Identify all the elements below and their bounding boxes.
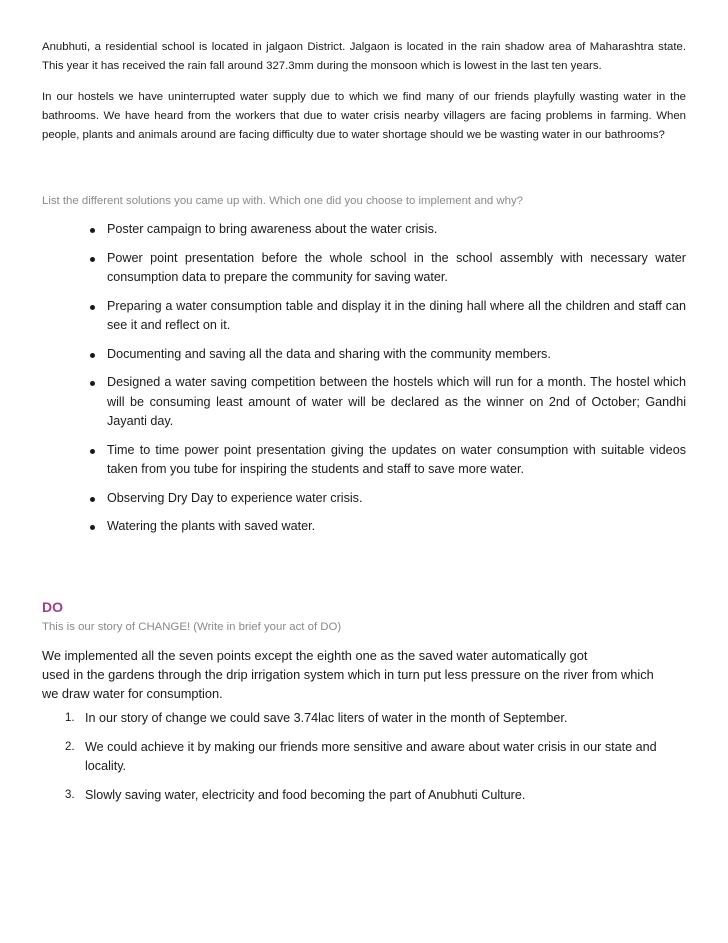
solution-text: Time to time power point presentation giving the updates on water consumption with suitable videos taken from you tube for inspiring the students and staff to save more water.: [107, 442, 686, 476]
bullet-icon: [90, 305, 95, 310]
bullet-icon: [90, 497, 95, 502]
bullet-icon: [90, 257, 95, 262]
point-text: We could achieve it by making our friends more sensitive and aware about water crisis in our state and locality.: [85, 739, 657, 773]
do-point: [42, 709, 686, 729]
solutions-question: List the different solutions you came up with. Which one did you choose to implement and why?: [42, 195, 523, 207]
intro-paragraph-2: In our hostels we have uninterrupted water supply due to which we find many of our friends playfully wasting water in the bathrooms. We have heard from the workers that due to water crisis nearby villagers are facing problems in farming. When people, plants and animals around are facing difficulty due to water shortage should we be wasting water in our bathrooms?: [42, 91, 686, 141]
solution-text: Watering the plants with saved water.: [107, 519, 316, 533]
point-number: 2.: [65, 740, 75, 753]
bullet-icon: [90, 381, 95, 386]
bullet-icon: [90, 449, 95, 454]
solution-text: Observing Dry Day to experience water crisis.: [107, 490, 363, 505]
do-point: [42, 738, 686, 777]
intro-paragraph-1: Anubhuti, a residential school is located in jalgaon District. Jalgaon is located in the rain shadow area of Maharashtra state. This year it has received the rain fall around 327.3mm during the monsoon which is lowest in the last ten years.: [42, 41, 686, 72]
solution-text: Poster campaign to bring awareness about the water crisis.: [107, 222, 438, 236]
solution-item: [42, 517, 686, 537]
solution-item: [42, 373, 686, 432]
bullet-icon: [90, 353, 95, 358]
solution-item: [42, 220, 686, 240]
solution-item: [42, 489, 686, 509]
bullet-icon: [90, 228, 95, 233]
point-number: 1.: [65, 712, 75, 724]
solution-item: [42, 249, 686, 288]
point-text: In our story of change we could save 3.74lac liters of water in the month of September.: [85, 711, 568, 725]
solution-text: Designed a water saving competition between the hostels which will run for a month. The hostel which will be consuming least amount of water will be declared as the winner on 2nd of October; Gandhi Jayanti day.: [107, 375, 686, 428]
solution-text: Power point presentation before the whole school in the school assembly with necessary water consumption data to prepare the community for saving water.: [107, 250, 686, 284]
do-points-list: [42, 709, 686, 805]
point-number: 3.: [65, 788, 75, 801]
solution-text: Preparing a water consumption table and display it in the dining hall where all the children and staff can see it and reflect on it.: [107, 298, 686, 332]
do-body-line: We implemented all the seven points except the eighth one as the saved water automatically got: [42, 648, 588, 663]
solution-item: [42, 441, 686, 480]
do-body-line: we draw water for consumption.: [42, 686, 223, 701]
bullet-icon: [90, 525, 95, 530]
do-body-text: [42, 646, 692, 703]
solutions-list: [42, 220, 686, 537]
do-point: [42, 786, 686, 806]
do-heading: DO: [42, 599, 63, 615]
solution-item: [42, 345, 686, 365]
solution-item: [42, 297, 686, 336]
point-text: Slowly saving water, electricity and food becoming the part of Anubhuti Culture.: [85, 787, 526, 802]
do-subtitle: This is our story of CHANGE! (Write in brief your act of DO): [42, 621, 342, 633]
do-body-line: used in the gardens through the drip irrigation system which in turn put less pressure on the river from which: [42, 667, 654, 682]
solution-text: Documenting and saving all the data and sharing with the community members.: [107, 346, 551, 361]
